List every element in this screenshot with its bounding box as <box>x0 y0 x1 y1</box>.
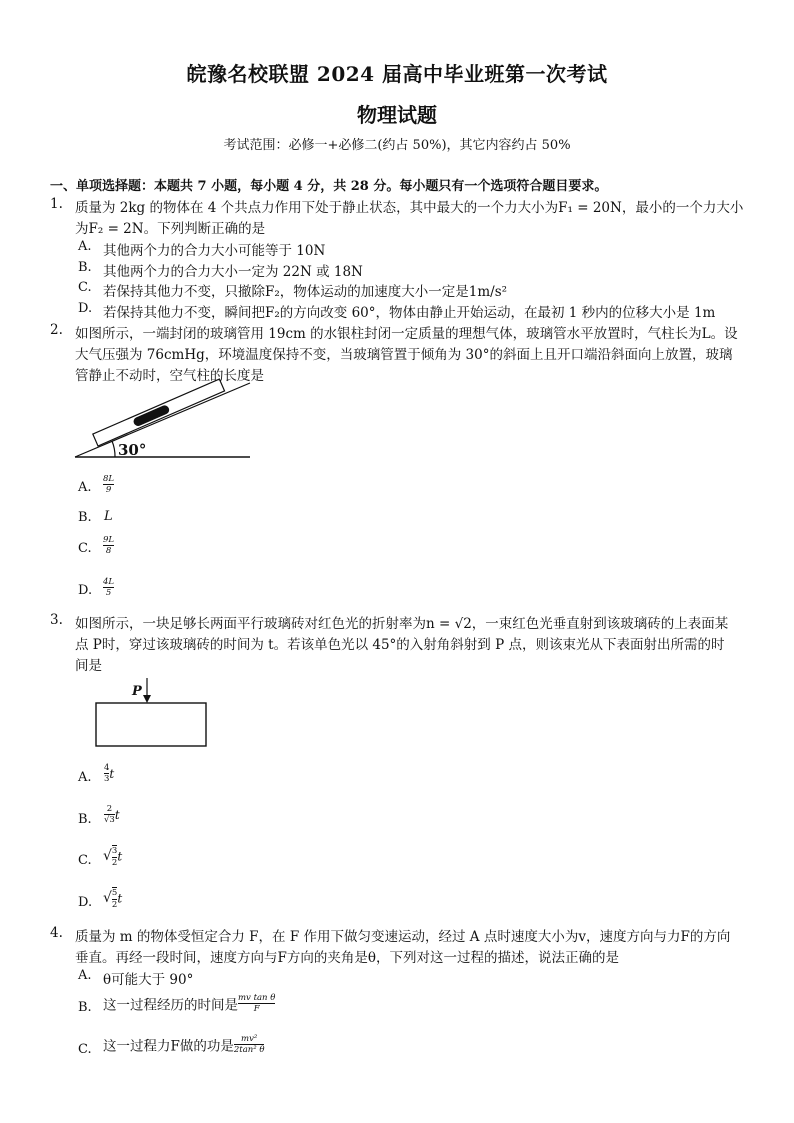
q1-option-a-text: 其他两个力的合力大小可能等于 10N <box>103 243 326 259</box>
q2-option-d-denominator: 5 <box>105 588 112 598</box>
q2-option-a-fraction <box>103 474 114 495</box>
q4-option-b-denominator: F <box>253 1004 260 1014</box>
q2-option-d-fraction <box>103 577 114 598</box>
q1-option-c-label: C. <box>78 280 92 295</box>
q1-stem-line1: 质量为 2kg 的物体在 4 个共点力作用下处于静止状态，其中最大的一个力大小为F₁ = 20N，最小的一个力大小 <box>75 200 744 216</box>
q1-option-b-text: 其他两个力的合力大小一定为 22N 或 18N <box>103 264 363 280</box>
q3-point-label: P <box>132 684 142 699</box>
q2-glass-tube <box>93 379 225 446</box>
section-heading: 一、单项选择题：本题共 7 小题，每小题 4 分，共 28 分。每小题只有一个选项符合题目要求。 <box>50 179 608 194</box>
q2-incline-line <box>75 383 250 457</box>
q3-option-b-expr <box>104 804 120 825</box>
q3-option-d-tail: t <box>117 891 123 906</box>
q3-arrow-icon <box>143 695 151 703</box>
q4-option-c-expr <box>103 1034 264 1055</box>
q4-option-b-numerator: mv tan θ <box>238 992 276 1003</box>
q1-number: 1. <box>50 196 63 212</box>
q3-number: 3. <box>50 612 63 628</box>
q1-stem-line2: 为F₂ = 2N。下列判断正确的是 <box>75 221 266 237</box>
q3-option-c-label: C. <box>78 853 92 868</box>
q4-option-c-denominator: 2tan² θ <box>233 1045 265 1055</box>
q3-stem-line1: 如图所示，一块足够长两面平行玻璃砖对红色光的折射率为n = √2，一束红色光垂直射到该玻璃砖的上表面某 <box>75 616 729 632</box>
q3-stem-line2: 点 P时，穿过该玻璃砖的时间为 t。若该单色光以 45°的入射角斜射到 P 点，则该束光从下表面射出所需的时 <box>75 637 725 653</box>
q2-number: 2. <box>50 322 63 338</box>
q4-option-b-expr <box>103 993 275 1014</box>
q3-option-c-numerator: 3 <box>111 846 118 856</box>
q2-option-a-denominator: 9 <box>105 485 112 495</box>
q2-stem-line1: 如图所示，一端封闭的玻璃管用 19cm 的水银柱封闭一定质量的理想气体，玻璃管水平放置时，气柱长为L。设 <box>75 326 738 342</box>
q3-option-c-tail: t <box>117 849 123 864</box>
q3-option-a-label: A. <box>78 770 92 785</box>
q3-option-b-label: B. <box>78 812 92 827</box>
q2-option-c-fraction <box>103 535 114 556</box>
q2-stem-line2: 大气压强为 76cmHg，环境温度保持不变，当玻璃管置于倾角为 30°的斜面上且开口端沿斜面向上放置，玻璃 <box>75 347 733 363</box>
q3-option-a-expr <box>104 763 114 784</box>
exam-title: 皖豫名校联盟 2024 届高中毕业班第一次考试 <box>186 62 608 86</box>
q2-angle-arc <box>112 441 115 457</box>
q3-option-d-radical-icon: √ <box>103 890 112 906</box>
q3-stem-line3: 间是 <box>75 658 102 674</box>
q3-option-b-denominator: √3 <box>104 815 115 825</box>
q4-option-a-label: A. <box>78 968 92 983</box>
q2-option-c-numerator: 9L <box>103 534 115 545</box>
q2-option-d-numerator: 4L <box>103 576 115 587</box>
q2-option-a-label: A. <box>78 480 92 495</box>
q3-option-d-numerator: 5 <box>111 888 118 898</box>
q2-option-c-denominator: 8 <box>105 546 112 556</box>
subject-title: 物理试题 <box>357 103 437 127</box>
q3-option-c-radical-icon: √ <box>103 848 112 864</box>
q3-option-a-denominator: 3 <box>104 774 110 784</box>
q4-stem-line2: 垂直。再经一段时间，速度方向与F方向的夹角是θ，下列对这一过程的描述，说法正确的是 <box>75 950 619 966</box>
q3-option-c-denominator: 2 <box>111 857 118 868</box>
q4-stem-line1: 质量为 m 的物体受恒定合力 F，在 F 作用下做匀变速运动，经过 A 点时速度大小为v，速度方向与力F的方向 <box>75 929 731 945</box>
q1-option-d-label: D. <box>78 301 93 316</box>
q4-number: 4. <box>50 925 63 941</box>
q3-glass-block <box>96 703 206 746</box>
q1-option-d-text: 若保持其他力不变，瞬间把F₂的方向改变 60°，物体由静止开始运动，在最初 1 秒内的位移大小是 1m <box>103 305 716 321</box>
q2-option-a-numerator: 8L <box>103 473 115 484</box>
q3-option-b-numerator: 2 <box>106 803 113 814</box>
q3-option-d-expr <box>103 887 122 909</box>
q4-option-b-text: 这一过程经历的时间是 <box>103 997 238 1014</box>
q3-option-c-expr <box>103 845 122 867</box>
exam-scope: 考试范围：必修一+必修二(约占 50%)，其它内容约占 50% <box>223 138 571 153</box>
q3-glass-block-figure <box>90 676 220 752</box>
q2-stem-line3: 管静止不动时，空气柱的长度是 <box>75 368 264 384</box>
q3-option-d-denominator: 2 <box>111 899 118 910</box>
q3-option-d-label: D. <box>78 895 93 910</box>
q4-option-a-text: θ可能大于 90° <box>103 972 194 988</box>
q2-option-b-text: L <box>104 509 113 524</box>
q4-option-c-label: C. <box>78 1042 92 1057</box>
q2-mercury-column <box>132 404 170 427</box>
q2-incline-figure <box>70 380 260 465</box>
q2-option-c-label: C. <box>78 541 92 556</box>
q1-option-c-text: 若保持其他力不变，只撤除F₂，物体运动的加速度大小一定是1m/s² <box>103 284 508 300</box>
q4-option-c-text: 这一过程力F做的功是 <box>103 1038 234 1055</box>
q2-option-d-label: D. <box>78 583 93 598</box>
q1-option-a-label: A. <box>78 239 92 254</box>
q1-option-b-label: B. <box>78 260 92 275</box>
q2-angle-label: 30° <box>118 441 147 459</box>
q4-option-c-numerator: mv² <box>241 1033 258 1044</box>
q3-option-b-tail: t <box>114 808 120 822</box>
q3-option-a-tail: t <box>109 767 115 781</box>
q2-option-b-label: B. <box>78 510 92 525</box>
q4-option-b-label: B. <box>78 1000 92 1015</box>
q3-option-a-numerator: 4 <box>104 762 110 773</box>
